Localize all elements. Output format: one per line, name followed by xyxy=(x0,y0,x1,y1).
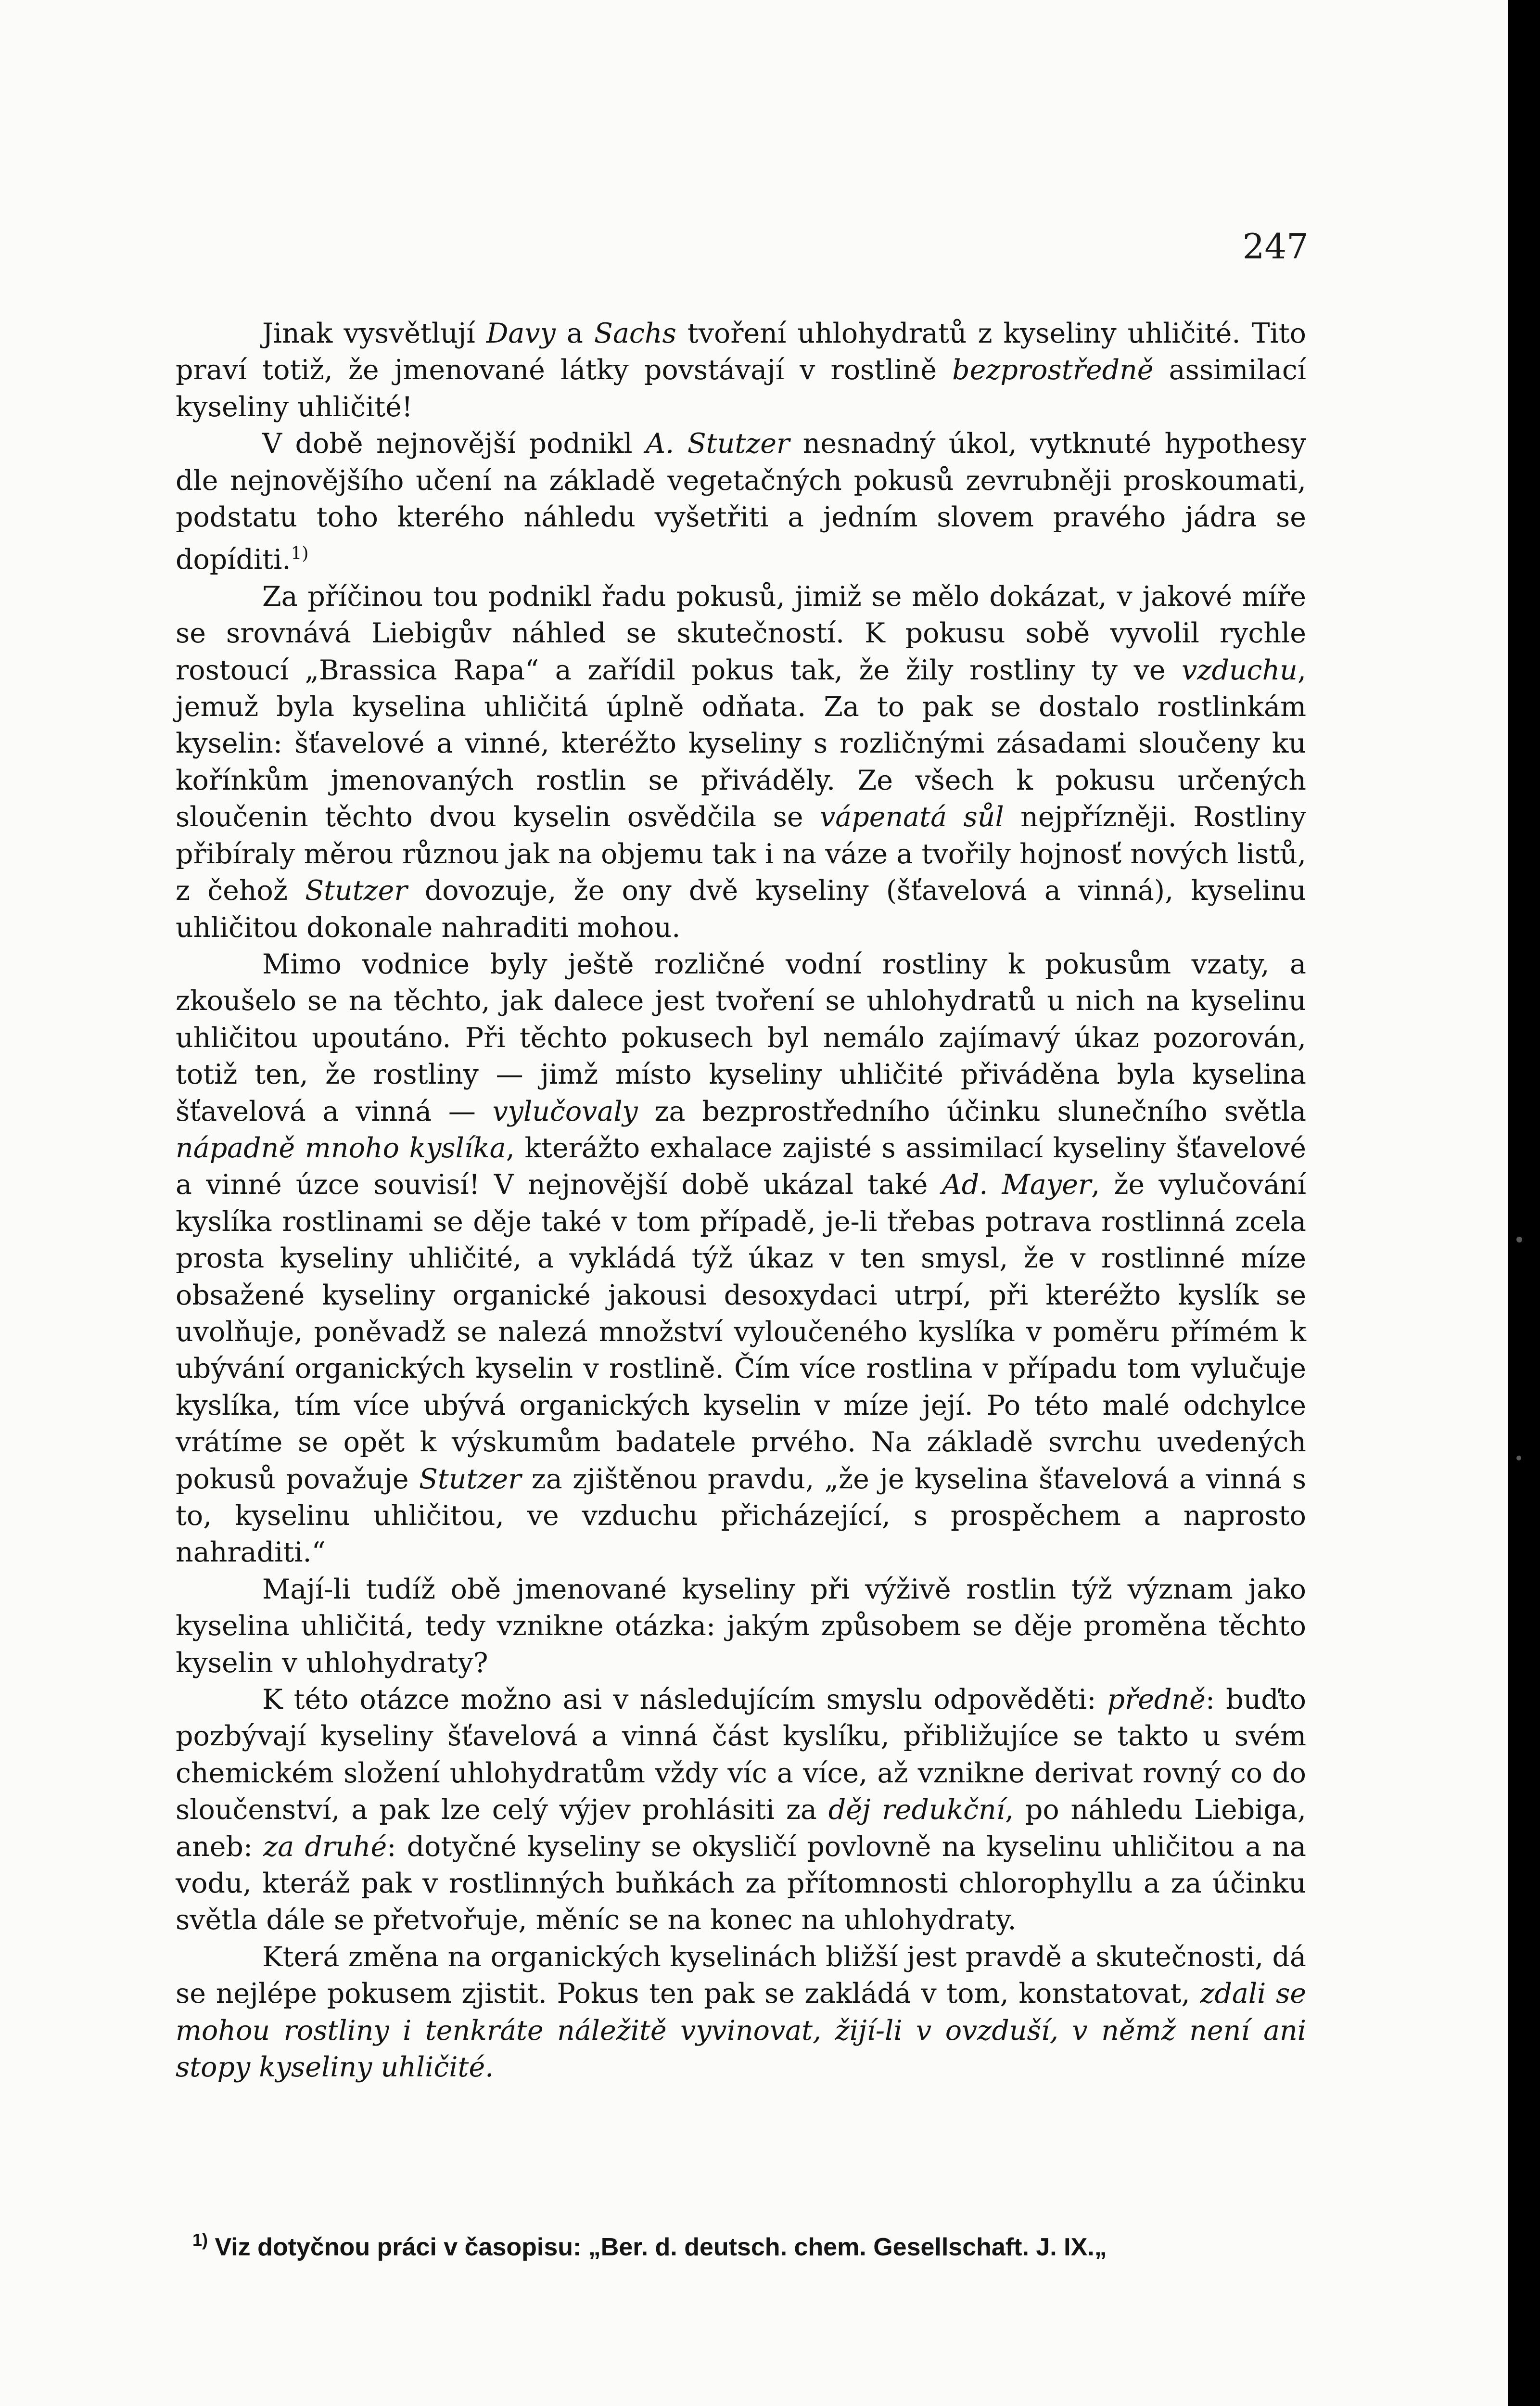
paragraph xyxy=(176,1681,1306,1939)
text-run: a xyxy=(555,318,594,349)
italic-run: bezprostředně xyxy=(952,354,1154,386)
text-run: Mimo vodnice byly ještě rozličné vodní rostliny k pokusům vzaty, a zkoušelo se na těchto, jak dalece jest tvoření se uhlohydratů u nich na kyselinu uhličitou upoutáno. Při těchto pokusech byl nemálo zajímavý úkaz pozorován, totiž ten, že rostliny — jimž místo kyseliny uhličité přiváděna byla kyselina šťavelová a vinná — xyxy=(176,948,1306,1127)
italic-run: Stutzer xyxy=(419,1463,522,1495)
text-run: nejpřízněji. Rostliny přibíraly měrou různou jak na objemu tak i na váze a tvořily hojnosť nových listů, z čehož xyxy=(176,801,1306,907)
text-run: dovozuje, že ony dvě kyseliny (šťavelová a vinná), kyselinu uhličitou dokonale nahraditi mohou. xyxy=(176,875,1306,944)
text-run: Mají-li tudíž obě jmenované kyseliny při výživě rostlin týž význam jako kyselina uhličitá, tedy vznikne otázka: jakým způsobem se děje proměna těchto kyselin v uhlohydraty? xyxy=(176,1573,1306,1679)
italic-run: Sachs xyxy=(594,318,676,349)
text-run: tvoření uhlohydratů z kyseliny uhličité. Tito praví totiž, že jmenované látky povstávají v rostlině xyxy=(176,318,1306,386)
text-run: za zjištěnou pravdu, „že je kyselina šťavelová a vinná s to, kyselinu uhličitou, ve vzduchu přicházející, s prospěchem a naprosto nahraditi.“ xyxy=(176,1463,1307,1569)
italic-run: za druhé xyxy=(263,1830,387,1863)
paragraph xyxy=(176,1939,1306,2086)
italic-run: předně xyxy=(1107,1684,1206,1716)
text-run: Která změna na organických kyselinách bližší jest pravdě a skutečnosti, dá se nejlépe pokusem zjistit. Pokus ten pak se zakládá v tom, konstatovat, xyxy=(176,1941,1306,2010)
text-run: za bezprostředního účinku slunečního světla xyxy=(637,1095,1306,1127)
text-run: : dotyčné kyseliny se okysličí povlovně na kyselinu uhličitou a na vodu, kteráž pak v rostlinných buňkách za přítomnosti chlorophyllu a za účinku světla dále se přetvořuje, měníc se na konec na uhlohydraty. xyxy=(176,1830,1306,1936)
italic-run: vzduchu xyxy=(1182,654,1298,686)
paragraph xyxy=(176,1571,1306,1681)
italic-run: Davy xyxy=(486,318,556,349)
paragraph xyxy=(176,315,1306,425)
scan-speck xyxy=(1516,1456,1521,1460)
paragraph xyxy=(176,578,1306,946)
paragraph xyxy=(176,425,1306,578)
text-run: nesnadný úkol, vytknuté hypothesy dle nejnovějšího učení na základě vegetačných pokusů zevrubněji proskoumati, podstatu toho kterého náhledu vyšetřiti a jedním slovem pravého jádra se dopíditi. xyxy=(176,428,1306,576)
page-number: 247 xyxy=(1242,226,1309,267)
text-run: assimilací kyseliny uhličité! xyxy=(176,354,1306,423)
italic-run: zdali se mohou rostliny i tenkráte náležitě vyvinovat, žijí-li v ovzduší, v němž není ani stopy kyseliny uhličité. xyxy=(176,1978,1306,2084)
text-run: Za příčinou tou podnikl řadu pokusů, jimiž se mělo dokázat, v jakové míře se srovnává Liebigův náhled se skutečností. K pokusu sobě vyvolil rychle rostoucí „Brassica Rapa“ a zařídil pokus tak, že žily rostliny ty ve xyxy=(176,580,1306,686)
scan-speck xyxy=(1516,1237,1522,1242)
italic-run: Ad. Mayer xyxy=(942,1169,1092,1201)
italic-run: vylučovaly xyxy=(492,1095,638,1127)
italic-run: Stutzer xyxy=(305,875,407,907)
text-run: , jemuž byla kyselina uhličitá úplně odňata. Za to pak se dostalo rostlinkám kyselin: šťavelové a vinné, kteréžto kyseliny s rozličnými zásadami sloučeny ku kořínkům jmenovaných rostlin se přiváděly. Ze všech k pokusu určených sloučenin těchto dvou kyselin osvědčila se xyxy=(176,654,1306,833)
paragraph xyxy=(176,946,1306,1571)
text-run: , po náhledu Liebiga, aneb: xyxy=(176,1794,1306,1863)
text-run: Jinak vysvětlují xyxy=(262,318,486,349)
text-run: , že vylučování kyslíka rostlinami se děje také v tom případě, je-li třebas potrava rostlinná zcela prosta kyseliny uhličité, a vykládá týž úkaz v ten smysl, že v rostlinné míze obsažené kyseliny organické jakousi desoxydaci utrpí, při kteréžto kyslík se uvolňuje, poněvadž se nalezá množství vyloučeného kyslíka v poměru přímém k ubývání organických kyselin v rostlině. Čím více rostlina v případu tom vylučuje kyslíka, tím více ubývá organických kyselin v míze její. Po této malé odchylce vrátíme se opět k výskumům badatele prvého. Na základě svrchu uvedených pokusů považuje xyxy=(176,1169,1306,1495)
text-run: K této otázce možno asi v následujícím smyslu odpověděti: xyxy=(262,1684,1107,1716)
text-run: , kterážto exhalace zajisté s assimilací kyseliny šťavelové a vinné úzce souvisí! V nejnovější době ukázal také xyxy=(176,1132,1306,1201)
italic-run: nápadně mnoho kyslíka xyxy=(176,1132,506,1164)
text-run: V době nejnovější podnikl xyxy=(262,428,646,460)
footnote-ref: 1) xyxy=(291,544,309,564)
italic-run: vápenatá sůl xyxy=(820,801,1004,833)
text-run: : buďto pozbývají kyseliny šťavelová a vinná část kyslíku, přibližujíce se takto u svém chemickém složení uhlohydratům vždy víc a více, až vznikne derivat rovný co do sloučenství, a pak lze celý výjev prohlásiti za xyxy=(176,1684,1306,1826)
footnote-text: Viz dotyčnou práci v časopisu: „Ber. d. deutsch. chem. Gesellschaft. J. IX.„ xyxy=(208,2233,1107,2261)
body-text xyxy=(176,315,1306,2086)
italic-run: děj redukční xyxy=(828,1794,1005,1826)
footnote xyxy=(192,2223,1309,2264)
footnote-marker: 1) xyxy=(192,2230,208,2250)
italic-run: A. Stutzer xyxy=(646,428,790,460)
